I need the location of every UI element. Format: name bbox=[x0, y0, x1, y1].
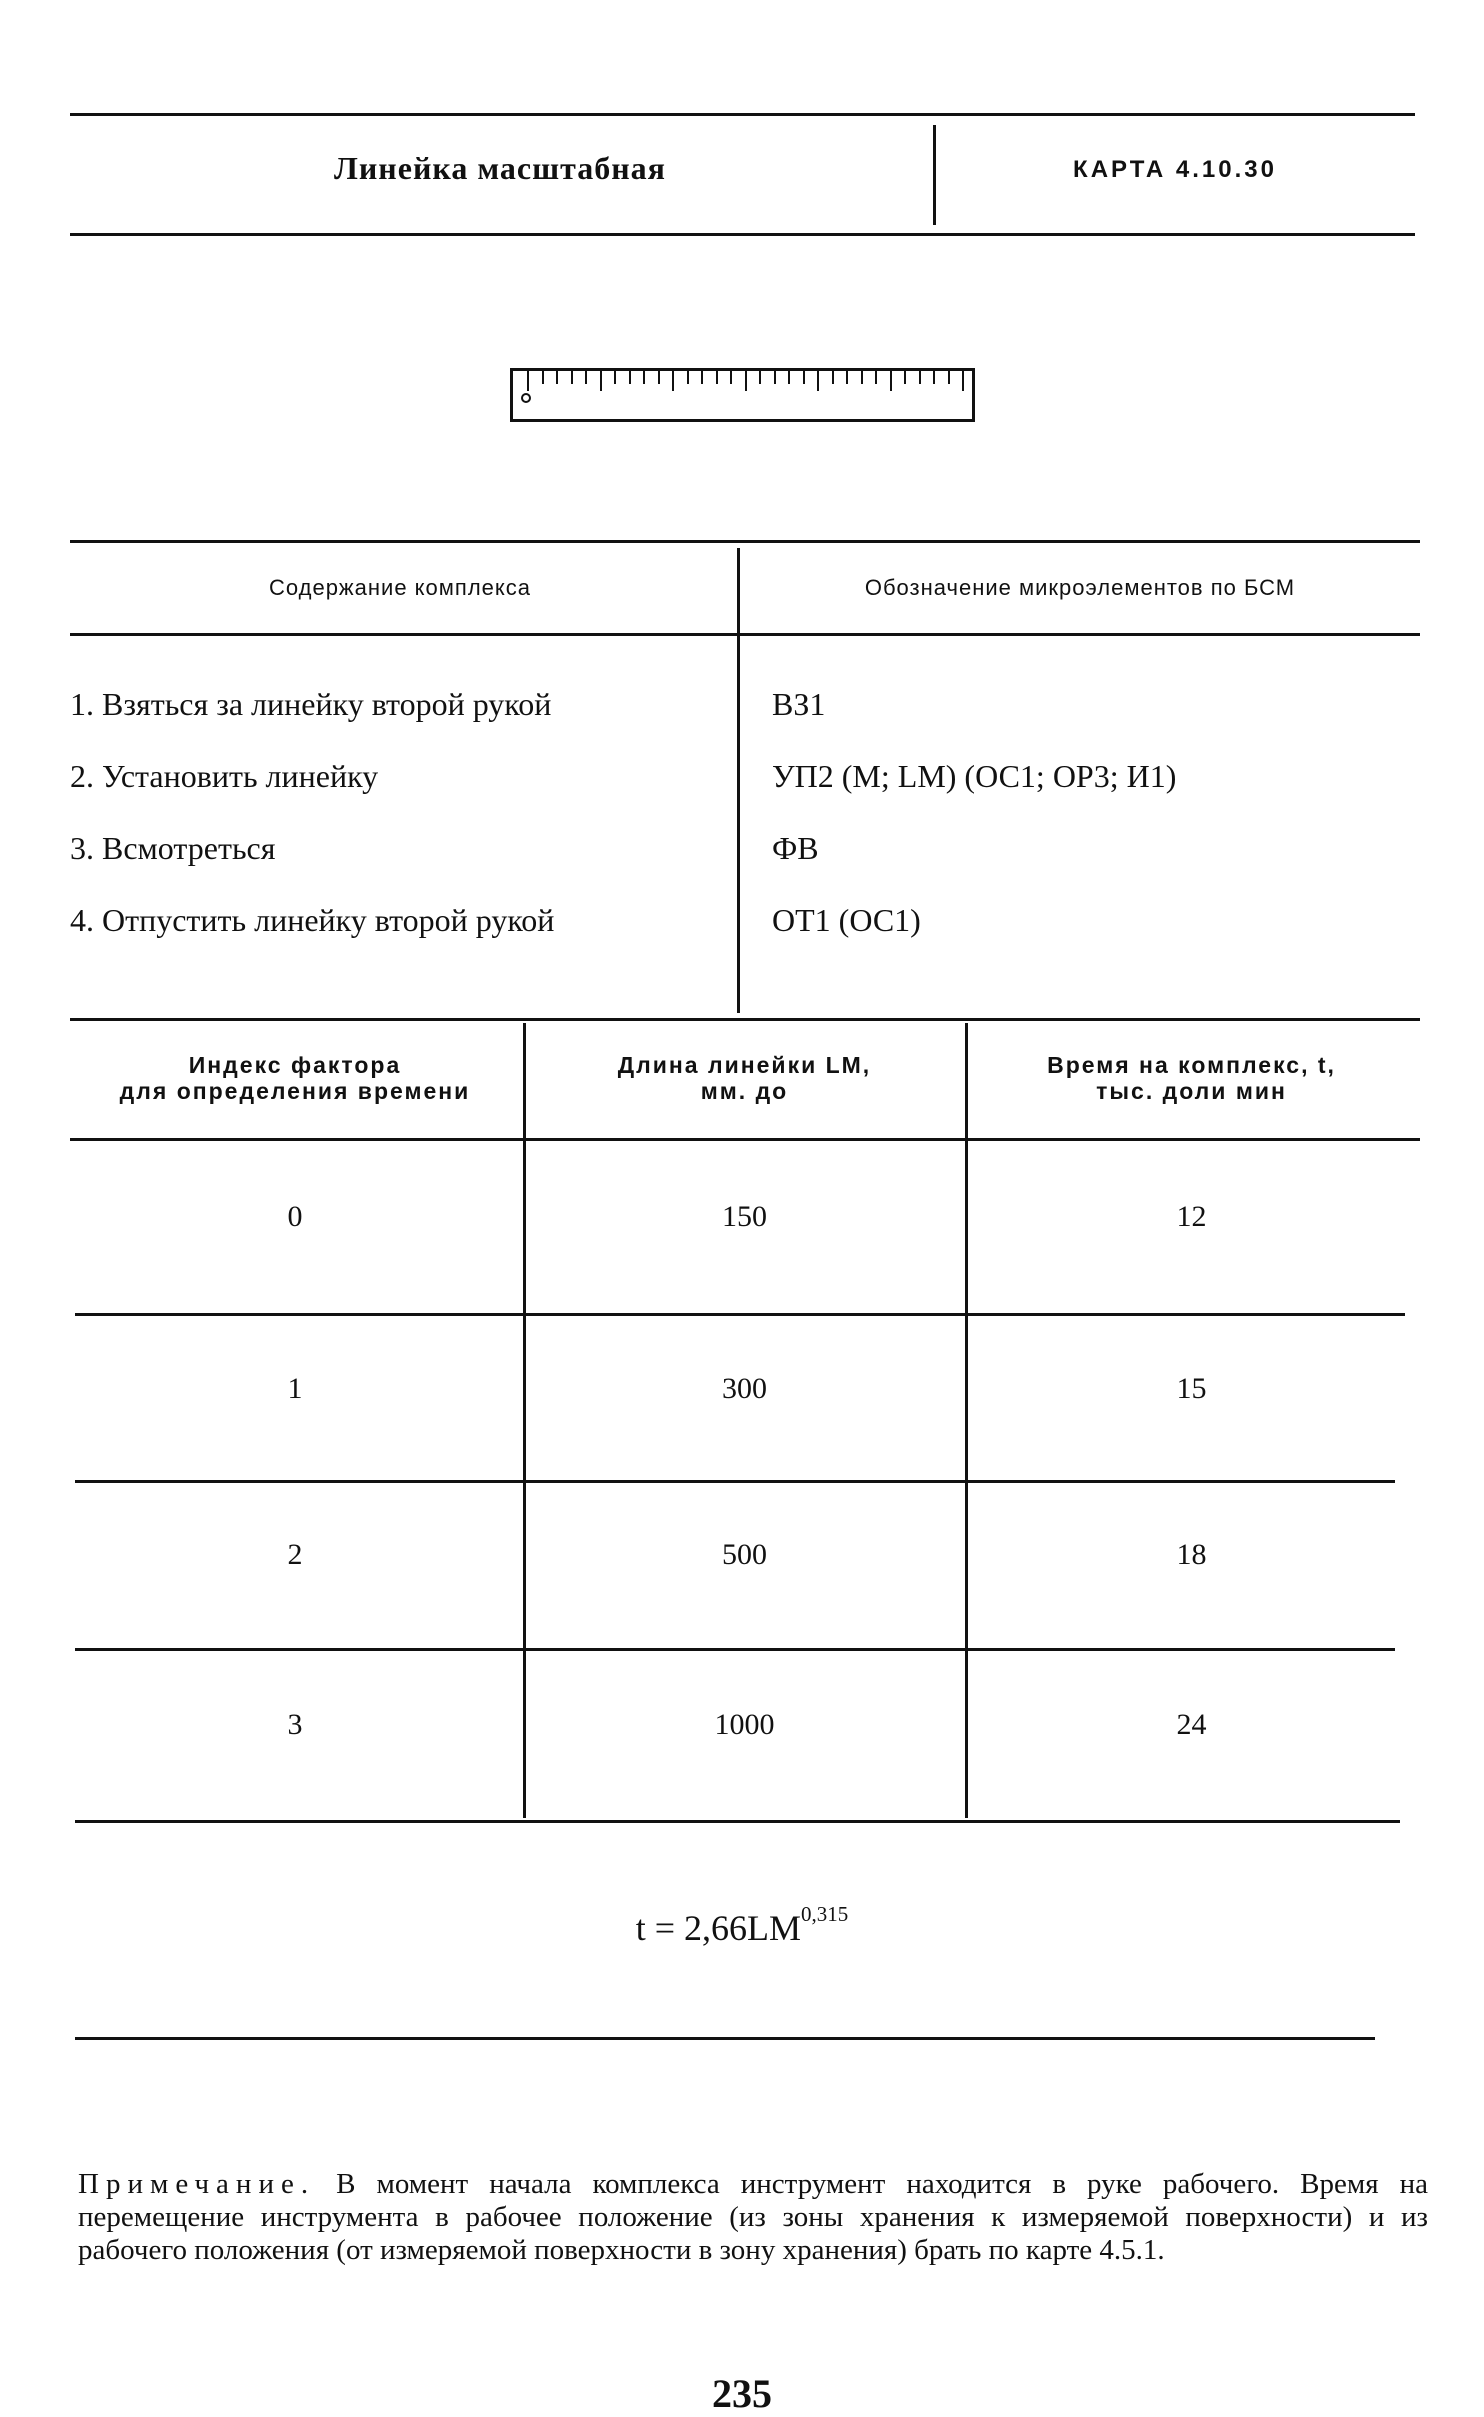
factor-row-rule-1 bbox=[75, 1313, 1405, 1316]
header-ruler-length bbox=[527, 1052, 962, 1104]
ruler-tick bbox=[745, 371, 747, 391]
ruler-tick bbox=[817, 371, 819, 391]
ruler-tick bbox=[774, 371, 776, 384]
ruler-tick bbox=[875, 371, 877, 384]
ruler-tick bbox=[571, 371, 573, 384]
formula-base: t = 2,66LM bbox=[635, 1908, 802, 1948]
content-table-header-rule bbox=[70, 633, 1420, 636]
header-factor-index-line-1: Индекс фактора bbox=[188, 1052, 402, 1078]
time-formula bbox=[0, 1902, 1484, 1949]
factor-index-3: 3 bbox=[287, 1708, 303, 1741]
time-1: 15 bbox=[1176, 1372, 1207, 1405]
ruler-tick bbox=[962, 371, 964, 391]
content-table-divider bbox=[737, 548, 740, 1013]
ruler-tick bbox=[730, 371, 732, 384]
ruler-tick bbox=[803, 371, 805, 384]
factor-index-1: 1 bbox=[287, 1372, 303, 1405]
factor-row-rule-3 bbox=[75, 1648, 1395, 1651]
ruler-tick bbox=[614, 371, 616, 384]
ruler-length-2: 500 bbox=[722, 1538, 767, 1571]
ruler-tick bbox=[556, 371, 558, 384]
step-2: 2. Установить линейку bbox=[70, 758, 379, 794]
header-ruler-length-line-2: мм. до bbox=[700, 1078, 789, 1104]
header-complex-content: Содержание комплекса bbox=[268, 575, 531, 600]
ruler-tick bbox=[933, 371, 935, 384]
ruler-tick bbox=[527, 371, 529, 391]
code-4: ОТ1 (ОС1) bbox=[772, 902, 921, 938]
code-2: УП2 (М; LM) (ОС1; ОР3; И1) bbox=[772, 758, 1177, 794]
factor-col-divider-2 bbox=[965, 1023, 968, 1818]
card-number: КАРТА 4.10.30 bbox=[1073, 156, 1277, 183]
ruler-tick bbox=[687, 371, 689, 384]
factor-index-0: 0 bbox=[287, 1200, 303, 1233]
code-1: ВЗ1 bbox=[772, 686, 826, 722]
ruler-tick bbox=[919, 371, 921, 384]
ruler-zero-mark bbox=[521, 393, 531, 403]
ruler-illustration bbox=[510, 368, 975, 422]
ruler-tick bbox=[585, 371, 587, 384]
factor-row-rule-2 bbox=[75, 1480, 1395, 1483]
ruler-tick bbox=[759, 371, 761, 384]
ruler-tick bbox=[629, 371, 631, 384]
note-text: В момент начала комплекса инструмент находится в руке рабочего. Время на перемещение инструмента в рабочее положение (из зоны хранения к измеряемой поверхности) и из рабочего положения (от измеряемой поверхности в зону хранения) брать по карте 4.5.1. bbox=[78, 2168, 1428, 2266]
time-3: 24 bbox=[1176, 1708, 1207, 1741]
factor-col-divider-1 bbox=[523, 1023, 526, 1818]
ruler-tick bbox=[701, 371, 703, 384]
ruler-length-3: 1000 bbox=[714, 1708, 775, 1741]
ruler-tick bbox=[846, 371, 848, 384]
header-factor-index bbox=[70, 1052, 520, 1104]
page-number: 235 bbox=[712, 2371, 772, 2416]
ruler-tick bbox=[542, 371, 544, 384]
ruler-length-1: 300 bbox=[722, 1372, 767, 1405]
header-time-per-complex-line-2: тыс. доли мин bbox=[1096, 1078, 1287, 1104]
ruler-tick bbox=[948, 371, 950, 384]
header-ruler-length-line-1: Длина линейки LM, bbox=[617, 1052, 872, 1078]
ruler-tick bbox=[832, 371, 834, 384]
ruler-tick bbox=[788, 371, 790, 384]
header-top-rule bbox=[70, 113, 1415, 116]
step-1: 1. Взяться за линейку второй рукой bbox=[70, 686, 552, 722]
ruler-tick bbox=[672, 371, 674, 391]
header-bottom-rule bbox=[70, 233, 1415, 236]
content-table-top-rule bbox=[70, 540, 1420, 543]
card-title: Линейка масштабная bbox=[334, 150, 666, 186]
ruler-tick bbox=[643, 371, 645, 384]
factor-table-bottom-rule bbox=[75, 1820, 1400, 1823]
header-time-per-complex bbox=[969, 1052, 1414, 1104]
ruler-tick bbox=[600, 371, 602, 391]
header-time-per-complex-line-1: Время на комплекс, t, bbox=[1047, 1052, 1336, 1078]
header-factor-index-line-2: для определения времени bbox=[119, 1078, 471, 1104]
formula-exponent: 0,315 bbox=[801, 1902, 849, 1926]
ruler-tick bbox=[890, 371, 892, 391]
step-4: 4. Отпустить линейку второй рукой bbox=[70, 902, 555, 938]
header-microelement-codes: Обозначение микроэлементов по БСМ bbox=[864, 575, 1296, 600]
code-3: ФВ bbox=[772, 830, 819, 866]
ruler-length-0: 150 bbox=[722, 1200, 767, 1233]
time-2: 18 bbox=[1176, 1538, 1207, 1571]
factor-table-top-rule bbox=[70, 1018, 1420, 1021]
note-label: Примечание. bbox=[78, 2168, 316, 2200]
ruler-tick bbox=[861, 371, 863, 384]
ruler-tick bbox=[904, 371, 906, 384]
factor-table-header-rule bbox=[70, 1138, 1420, 1141]
step-3: 3. Всмотреться bbox=[70, 830, 276, 866]
factor-index-2: 2 bbox=[287, 1538, 303, 1571]
ruler-tick bbox=[716, 371, 718, 384]
note-paragraph bbox=[78, 2168, 1428, 2267]
formula-bottom-rule bbox=[75, 2037, 1375, 2040]
ruler-tick bbox=[658, 371, 660, 384]
time-0: 12 bbox=[1176, 1200, 1207, 1233]
